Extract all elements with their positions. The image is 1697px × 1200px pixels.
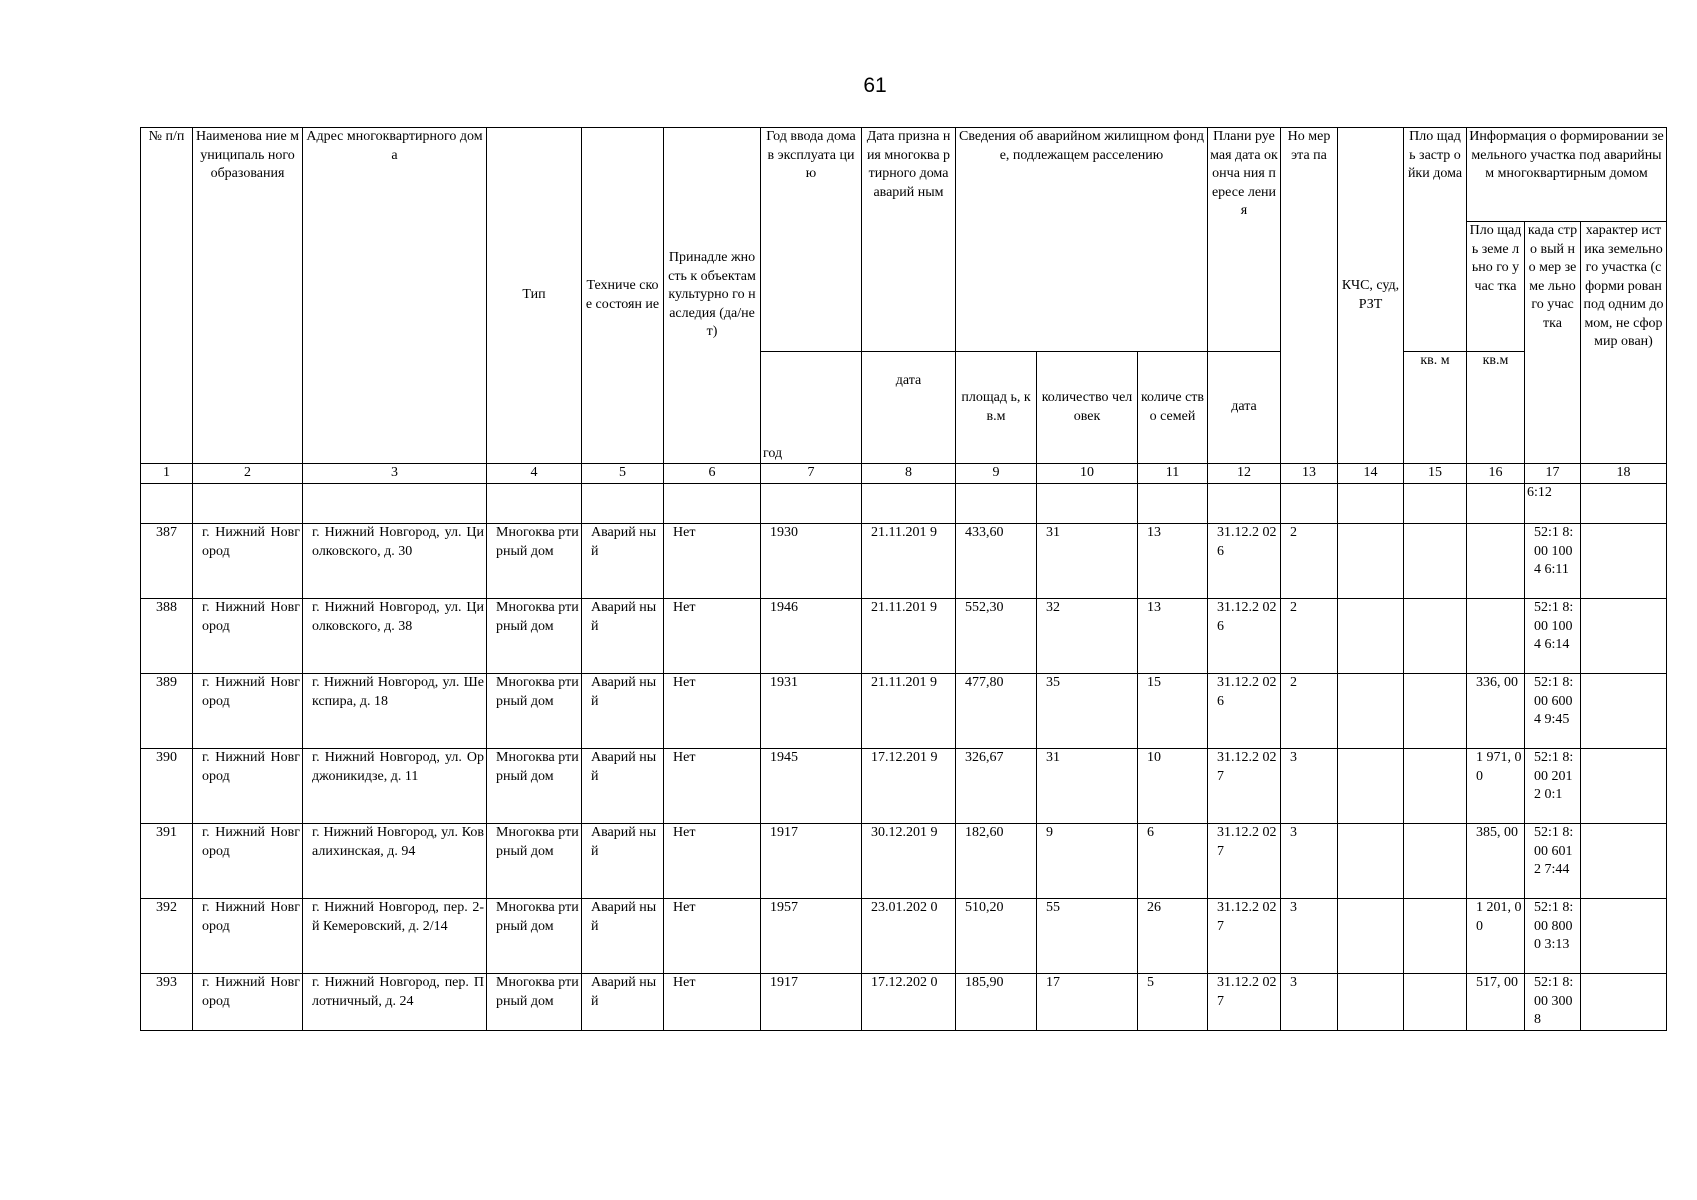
land-characteristic bbox=[1581, 824, 1667, 899]
subheader-sqm: кв. м bbox=[1404, 352, 1467, 464]
building-type: Многоква ртирный дом bbox=[487, 674, 582, 749]
column-number-row bbox=[141, 464, 1667, 484]
technical-state: Аварий ный bbox=[582, 899, 664, 974]
area: 510,20 bbox=[956, 899, 1037, 974]
cadastral-number: 52:1 8:00 3008 bbox=[1525, 974, 1581, 1031]
family-count: 15 bbox=[1138, 674, 1208, 749]
technical-state: Аварий ный bbox=[582, 749, 664, 824]
address: г. Нижний Новгород, пер. Плотничный, д. 24 bbox=[303, 974, 487, 1031]
header-heritage: Принадле жность к объектам культурно го наследия (да/нет) bbox=[664, 128, 761, 464]
planned-date: 31.12.2 027 bbox=[1208, 824, 1281, 899]
building-type: Многоква ртирный дом bbox=[487, 899, 582, 974]
header-land-characteristic: характер истика земельно го участка (сформи рован под одним домом, не сформир ован) bbox=[1581, 222, 1667, 464]
building-type: Многоква ртирный дом bbox=[487, 524, 582, 599]
heritage: Нет bbox=[664, 599, 761, 674]
family-count: 13 bbox=[1138, 524, 1208, 599]
kchs bbox=[1338, 974, 1404, 1031]
column-number: 11 bbox=[1138, 464, 1208, 484]
kchs bbox=[1338, 674, 1404, 749]
land-characteristic bbox=[1581, 974, 1667, 1031]
commission-year: 1917 bbox=[761, 824, 862, 899]
municipality: г. Нижний Новгород bbox=[193, 899, 303, 974]
stage-number: 2 bbox=[1281, 674, 1338, 749]
cadastral-number: 52:1 8:00 2012 0:1 bbox=[1525, 749, 1581, 824]
header-stage-number: Но мер эта па bbox=[1281, 128, 1338, 464]
header-emergency-date: Дата призна ния многоква ртирного дома аварий ным bbox=[862, 128, 956, 352]
commission-year: 1957 bbox=[761, 899, 862, 974]
municipality: г. Нижний Новгород bbox=[193, 524, 303, 599]
technical-state: Аварий ный bbox=[582, 599, 664, 674]
subheader-sqm-land: кв.м bbox=[1467, 352, 1525, 464]
area: 433,60 bbox=[956, 524, 1037, 599]
column-number: 13 bbox=[1281, 464, 1338, 484]
area: 477,80 bbox=[956, 674, 1037, 749]
column-number: 18 bbox=[1581, 464, 1667, 484]
column-number: 17 bbox=[1525, 464, 1581, 484]
row-number: 387 bbox=[141, 524, 193, 599]
emergency-date: 21.11.201 9 bbox=[862, 524, 956, 599]
page-number: 61 bbox=[863, 74, 887, 97]
commission-year: 1945 bbox=[761, 749, 862, 824]
address: г. Нижний Новгород, ул. Шекспира, д. 18 bbox=[303, 674, 487, 749]
address: г. Нижний Новгород, ул. Циолковского, д. 30 bbox=[303, 524, 487, 599]
area: 326,67 bbox=[956, 749, 1037, 824]
land-area bbox=[1467, 599, 1525, 674]
column-number: 6 bbox=[664, 464, 761, 484]
column-number: 5 bbox=[582, 464, 664, 484]
planned-date: 31.12.2 027 bbox=[1208, 899, 1281, 974]
header-resettlement-info: Сведения об аварийном жилищном фонде, подлежащем расселению bbox=[956, 128, 1208, 352]
kchs bbox=[1338, 824, 1404, 899]
table-row bbox=[141, 674, 1667, 749]
building-area bbox=[1404, 749, 1467, 824]
header-technical-state: Техниче ское состоян ие bbox=[582, 128, 664, 464]
building-area bbox=[1404, 974, 1467, 1031]
stage-number: 2 bbox=[1281, 524, 1338, 599]
family-count: 13 bbox=[1138, 599, 1208, 674]
family-count: 26 bbox=[1138, 899, 1208, 974]
municipality: г. Нижний Новгород bbox=[193, 674, 303, 749]
planned-date: 31.12.2 026 bbox=[1208, 674, 1281, 749]
stage-number: 3 bbox=[1281, 824, 1338, 899]
header-municipality: Наименова ние муниципаль ного образования bbox=[193, 128, 303, 464]
commission-year: 1917 bbox=[761, 974, 862, 1031]
people-count: 32 bbox=[1037, 599, 1138, 674]
cadastral-number: 52:1 8:00 6012 7:44 bbox=[1525, 824, 1581, 899]
technical-state: Аварий ный bbox=[582, 824, 664, 899]
heritage: Нет bbox=[664, 674, 761, 749]
people-count: 17 bbox=[1037, 974, 1138, 1031]
stage-number: 2 bbox=[1281, 599, 1338, 674]
heritage: Нет bbox=[664, 899, 761, 974]
building-area bbox=[1404, 674, 1467, 749]
municipality: г. Нижний Новгород bbox=[193, 599, 303, 674]
stage-number: 3 bbox=[1281, 749, 1338, 824]
header-kchs: КЧС, суд, РЗТ bbox=[1338, 128, 1404, 464]
building-type: Многоква ртирный дом bbox=[487, 599, 582, 674]
planned-date: 31.12.2 026 bbox=[1208, 524, 1281, 599]
emergency-housing-table bbox=[140, 127, 1667, 1031]
land-area: 385, 00 bbox=[1467, 824, 1525, 899]
column-number: 10 bbox=[1037, 464, 1138, 484]
area: 182,60 bbox=[956, 824, 1037, 899]
area: 185,90 bbox=[956, 974, 1037, 1031]
land-characteristic bbox=[1581, 749, 1667, 824]
planned-date: 31.12.2 027 bbox=[1208, 974, 1281, 1031]
family-count: 6 bbox=[1138, 824, 1208, 899]
building-area bbox=[1404, 524, 1467, 599]
land-characteristic bbox=[1581, 524, 1667, 599]
land-characteristic bbox=[1581, 899, 1667, 974]
column-number: 15 bbox=[1404, 464, 1467, 484]
kchs bbox=[1338, 524, 1404, 599]
header-land-plot-info: Информация о формировании земельного участка под аварийным многоквартирным домом bbox=[1467, 128, 1667, 222]
heritage: Нет bbox=[664, 824, 761, 899]
technical-state: Аварий ный bbox=[582, 674, 664, 749]
row-number: 388 bbox=[141, 599, 193, 674]
row-number: 389 bbox=[141, 674, 193, 749]
emergency-date: 17.12.201 9 bbox=[862, 749, 956, 824]
column-number: 4 bbox=[487, 464, 582, 484]
header-building-area: Пло щадь застр ойки дома bbox=[1404, 128, 1467, 352]
subheader-families: количе ство семей bbox=[1138, 352, 1208, 464]
column-number: 3 bbox=[303, 464, 487, 484]
column-number: 12 bbox=[1208, 464, 1281, 484]
land-area: 1 201, 00 bbox=[1467, 899, 1525, 974]
header-commission-year: Год ввода дома в эксплуата цию bbox=[761, 128, 862, 352]
building-type: Многоква ртирный дом bbox=[487, 749, 582, 824]
heritage: Нет bbox=[664, 524, 761, 599]
address: г. Нижний Новгород, ул. Орджоникидзе, д. 11 bbox=[303, 749, 487, 824]
cadastral-number: 52:1 8:00 1004 6:14 bbox=[1525, 599, 1581, 674]
heritage: Нет bbox=[664, 749, 761, 824]
people-count: 31 bbox=[1037, 524, 1138, 599]
row-number: 391 bbox=[141, 824, 193, 899]
land-area: 517, 00 bbox=[1467, 974, 1525, 1031]
family-count: 10 bbox=[1138, 749, 1208, 824]
subheader-year: год bbox=[761, 352, 862, 464]
technical-state: Аварий ный bbox=[582, 524, 664, 599]
kchs bbox=[1338, 749, 1404, 824]
land-characteristic bbox=[1581, 674, 1667, 749]
column-number: 1 bbox=[141, 464, 193, 484]
municipality: г. Нижний Новгород bbox=[193, 749, 303, 824]
land-area: 1 971, 00 bbox=[1467, 749, 1525, 824]
family-count: 5 bbox=[1138, 974, 1208, 1031]
cadastral-number: 52:1 8:00 6004 9:45 bbox=[1525, 674, 1581, 749]
building-area bbox=[1404, 824, 1467, 899]
building-type: Многоква ртирный дом bbox=[487, 974, 582, 1031]
subheader-people: количество человек bbox=[1037, 352, 1138, 464]
address: г. Нижний Новгород, ул. Ковалихинская, д. 94 bbox=[303, 824, 487, 899]
row-number: 392 bbox=[141, 899, 193, 974]
planned-date: 31.12.2 026 bbox=[1208, 599, 1281, 674]
building-area bbox=[1404, 599, 1467, 674]
header-number: № п/п bbox=[141, 128, 193, 464]
address: г. Нижний Новгород, ул. Циолковского, д. 38 bbox=[303, 599, 487, 674]
commission-year: 1931 bbox=[761, 674, 862, 749]
area: 552,30 bbox=[956, 599, 1037, 674]
commission-year: 1930 bbox=[761, 524, 862, 599]
row-number: 390 bbox=[141, 749, 193, 824]
column-number: 16 bbox=[1467, 464, 1525, 484]
cadastral-number: 6:12 bbox=[1525, 484, 1581, 524]
emergency-date: 30.12.201 9 bbox=[862, 824, 956, 899]
header-planned-date: Плани руемая дата оконча ния пересе ления bbox=[1208, 128, 1281, 352]
building-area bbox=[1404, 899, 1467, 974]
row-number: 393 bbox=[141, 974, 193, 1031]
header-cadastral-number: када стро вый но мер земе льно го учас тка bbox=[1525, 222, 1581, 464]
emergency-date: 21.11.201 9 bbox=[862, 599, 956, 674]
table-row bbox=[141, 824, 1667, 899]
stage-number: 3 bbox=[1281, 899, 1338, 974]
table-row bbox=[141, 749, 1667, 824]
planned-date: 31.12.2 027 bbox=[1208, 749, 1281, 824]
column-number: 8 bbox=[862, 464, 956, 484]
people-count: 9 bbox=[1037, 824, 1138, 899]
address: г. Нижний Новгород, пер. 2-й Кемеровский, д. 2/14 bbox=[303, 899, 487, 974]
kchs bbox=[1338, 899, 1404, 974]
column-number: 2 bbox=[193, 464, 303, 484]
people-count: 55 bbox=[1037, 899, 1138, 974]
subheader-area: площад ь, кв.м bbox=[956, 352, 1037, 464]
stage-number: 3 bbox=[1281, 974, 1338, 1031]
emergency-date: 21.11.201 9 bbox=[862, 674, 956, 749]
emergency-date: 17.12.202 0 bbox=[862, 974, 956, 1031]
subheader-plan-date: дата bbox=[1208, 352, 1281, 464]
commission-year: 1946 bbox=[761, 599, 862, 674]
column-number: 14 bbox=[1338, 464, 1404, 484]
municipality: г. Нижний Новгород bbox=[193, 824, 303, 899]
building-type: Многоква ртирный дом bbox=[487, 824, 582, 899]
land-characteristic bbox=[1581, 599, 1667, 674]
heritage: Нет bbox=[664, 974, 761, 1031]
header-land-area: Пло щадь земе льно го учас тка bbox=[1467, 222, 1525, 352]
land-area bbox=[1467, 524, 1525, 599]
municipality: г. Нижний Новгород bbox=[193, 974, 303, 1031]
table-row bbox=[141, 899, 1667, 974]
cadastral-number: 52:1 8:00 1004 6:11 bbox=[1525, 524, 1581, 599]
cadastral-number: 52:1 8:00 8000 3:13 bbox=[1525, 899, 1581, 974]
column-number: 7 bbox=[761, 464, 862, 484]
subheader-date: дата bbox=[862, 352, 956, 464]
people-count: 31 bbox=[1037, 749, 1138, 824]
emergency-date: 23.01.202 0 bbox=[862, 899, 956, 974]
header-type: Тип bbox=[487, 128, 582, 464]
land-area: 336, 00 bbox=[1467, 674, 1525, 749]
people-count: 35 bbox=[1037, 674, 1138, 749]
header-address: Адрес многоквартирного дома bbox=[303, 128, 487, 464]
carryover-row bbox=[141, 484, 1667, 524]
kchs bbox=[1338, 599, 1404, 674]
column-number: 9 bbox=[956, 464, 1037, 484]
technical-state: Аварий ный bbox=[582, 974, 664, 1031]
table-row bbox=[141, 524, 1667, 599]
table-row bbox=[141, 599, 1667, 674]
table-row bbox=[141, 974, 1667, 1031]
